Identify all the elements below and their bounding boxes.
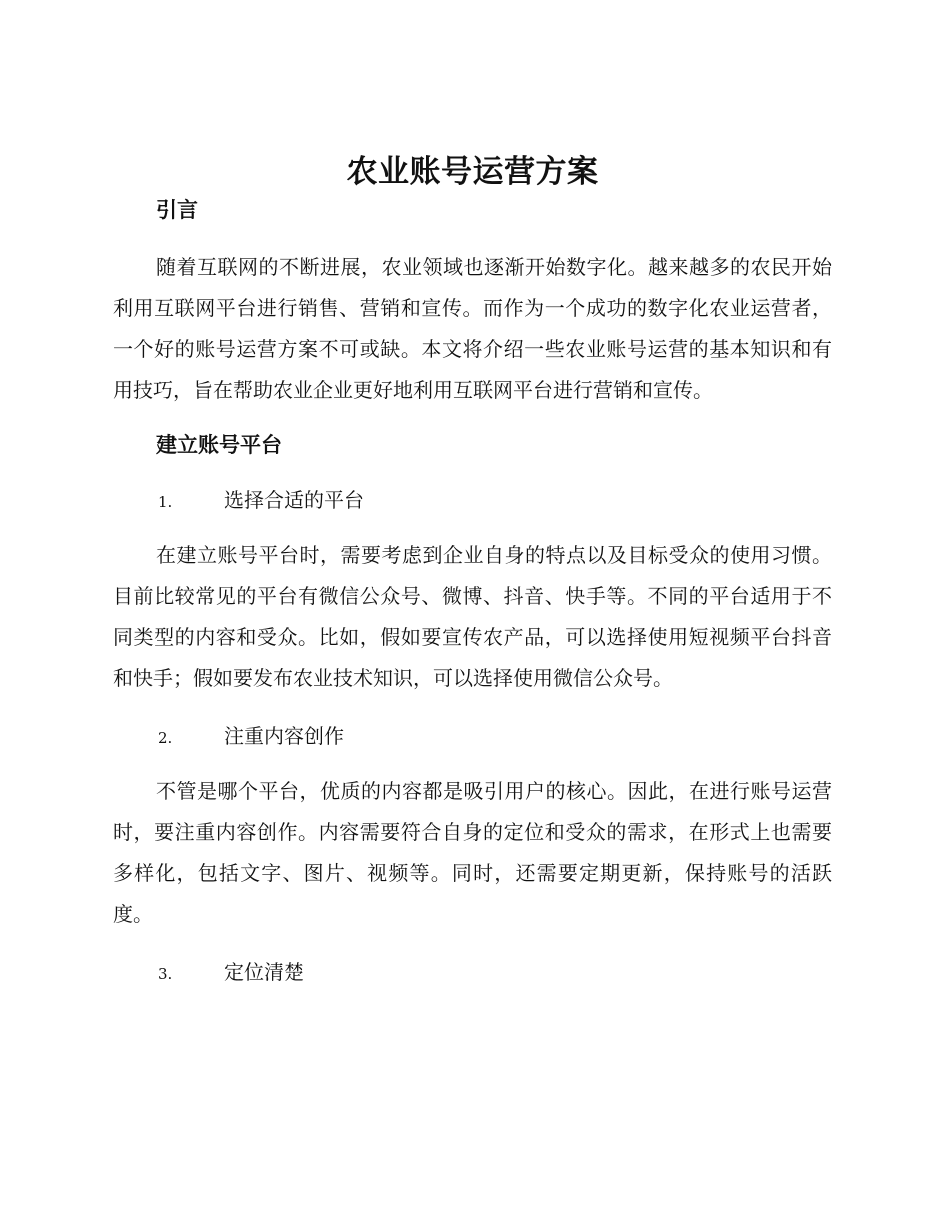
intro-heading: 引言 [156, 198, 198, 222]
list-number: 1. [158, 493, 173, 511]
document-title: 农业账号运营方案 [346, 154, 599, 190]
item-2-paragraph: 不管是哪个平台，优质的内容都是吸引用户的核心。因此，在进行账号运营时，要注重内容创作。内容需要符合自身的定位和受众的需求，在形式上也需要多样化，包括文字、图片、视频等。同时，还需要定期更新，保持账号的活跃度。 [113, 779, 832, 926]
list-item-1 [113, 485, 832, 517]
list-item-title: 选择合适的平台 [224, 488, 364, 512]
list-number: 2. [158, 729, 173, 747]
list-item-3 [113, 957, 832, 989]
section-heading-build-platform: 建立账号平台 [156, 433, 282, 457]
intro-paragraph: 随着互联网的不断进展，农业领域也逐渐开始数字化。越来越多的农民开始利用互联网平台进行销售、营销和宣传。而作为一个成功的数字化农业运营者，一个好的账号运营方案不可或缺。本文将介绍一些农业账号运营的基本知识和有用技巧，旨在帮助农业企业更好地利用互联网平台进行营销和宣传。 [113, 255, 832, 402]
list-item-2 [113, 721, 832, 753]
list-item-title: 注重内容创作 [224, 724, 344, 748]
list-item-title: 定位清楚 [224, 960, 304, 984]
list-number: 3. [158, 965, 173, 983]
item-1-paragraph: 在建立账号平台时，需要考虑到企业自身的特点以及目标受众的使用习惯。目前比较常见的平台有微信公众号、微博、抖音、快手等。不同的平台适用于不同类型的内容和受众。比如，假如要宣传农产品，可以选择使用短视频平台抖音和快手；假如要发布农业技术知识，可以选择使用微信公众号。 [113, 543, 832, 690]
